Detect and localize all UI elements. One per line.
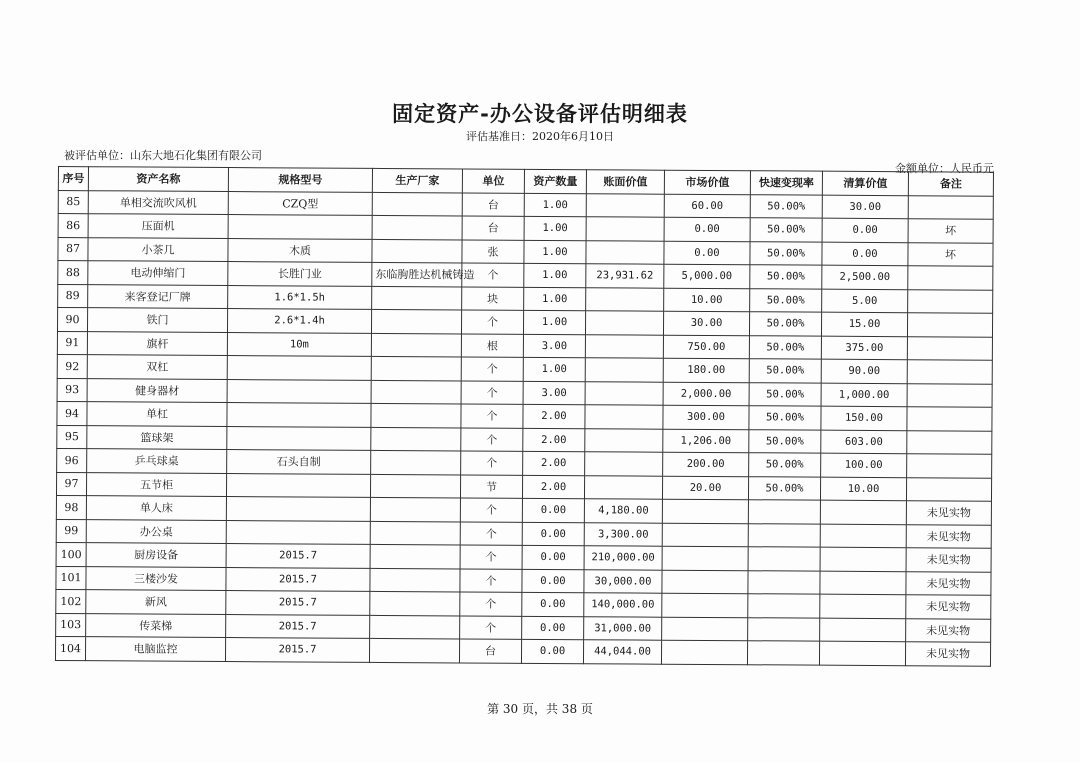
cell-spec: 2015.7	[226, 544, 370, 568]
col-header-name: 资产名称	[88, 167, 228, 191]
cell-no: 91	[57, 331, 87, 355]
cell-book-value	[585, 452, 663, 476]
cell-unit: 个	[460, 498, 522, 522]
cell-liquidation-value	[820, 618, 906, 642]
cell-manufacturer	[369, 638, 459, 662]
cell-unit: 个	[460, 592, 522, 616]
col-header-liquidation-value: 清算价值	[822, 171, 908, 195]
cell-liquidation-value: 150.00	[821, 406, 907, 430]
col-header-market-value: 市场价值	[664, 170, 750, 194]
cell-liquidation-value: 100.00	[821, 453, 907, 477]
cell-note	[906, 477, 991, 501]
cell-book-value	[585, 358, 663, 382]
cell-name: 五节柜	[86, 472, 226, 496]
cell-manufacturer	[370, 591, 460, 615]
cell-name: 小茶几	[88, 237, 228, 261]
cell-market-value: 180.00	[663, 358, 749, 382]
cell-liquidation-value: 603.00	[821, 430, 907, 454]
cell-no: 88	[58, 261, 88, 285]
cell-liquidation-value: 90.00	[821, 359, 907, 383]
cell-no: 98	[56, 495, 86, 519]
cell-quantity: 1.00	[524, 263, 586, 287]
cell-no: 92	[57, 354, 87, 378]
cell-book-value	[585, 334, 663, 358]
cell-no: 97	[56, 472, 86, 496]
cell-rate: 50.00%	[750, 265, 822, 289]
cell-liquidation-value	[820, 547, 906, 571]
cell-rate: 50.00%	[749, 382, 821, 406]
cell-quantity: 3.00	[523, 381, 585, 405]
cell-book-value: 3,300.00	[584, 522, 662, 546]
cell-manufacturer	[372, 215, 462, 239]
cell-rate: 50.00%	[749, 406, 821, 430]
cell-quantity: 0.00	[522, 522, 584, 546]
cell-rate	[748, 617, 820, 641]
cell-note: 未见实物	[906, 501, 991, 525]
cell-name: 双杠	[87, 355, 227, 379]
cell-note	[907, 430, 992, 454]
cell-unit: 个	[461, 357, 523, 381]
cell-name: 铁门	[87, 308, 227, 332]
cell-manufacturer	[371, 380, 461, 404]
cell-no: 100	[56, 542, 86, 566]
base-date: 评估基准日：2020年6月10日	[466, 130, 614, 143]
cell-note	[908, 289, 993, 313]
cell-spec: 石头自制	[227, 450, 371, 474]
cell-book-value: 44,044.00	[583, 640, 661, 664]
cell-rate: 50.00%	[750, 194, 822, 218]
cell-rate: 50.00%	[749, 453, 821, 477]
cell-quantity: 1.00	[523, 357, 585, 381]
cell-note: 未见实物	[906, 618, 991, 642]
cell-no: 101	[56, 566, 86, 590]
cell-no: 104	[55, 636, 85, 660]
cell-note	[907, 360, 992, 384]
cell-quantity: 1.00	[524, 240, 586, 264]
cell-spec	[228, 215, 372, 239]
cell-book-value	[586, 217, 664, 241]
cell-name: 三楼沙发	[86, 566, 226, 590]
cell-market-value	[662, 546, 748, 570]
cell-rate: 50.00%	[749, 429, 821, 453]
page-number: 第 30 页，共 38 页	[487, 702, 593, 716]
cell-manufacturer	[370, 568, 460, 592]
cell-quantity: 1.00	[523, 310, 585, 334]
page-title: 固定资产-办公设备评估明细表	[392, 102, 688, 126]
cell-manufacturer	[370, 544, 460, 568]
cell-spec: 2.6*1.4h	[227, 309, 371, 333]
cell-spec	[227, 403, 371, 427]
cell-spec: 长胜门业	[228, 262, 372, 286]
cell-liquidation-value: 0.00	[822, 218, 908, 242]
cell-liquidation-value	[820, 500, 906, 524]
cell-market-value: 60.00	[664, 194, 750, 218]
col-header-note: 备注	[908, 172, 993, 196]
cell-unit: 张	[462, 239, 524, 263]
cell-book-value	[585, 381, 663, 405]
cell-no: 87	[58, 237, 88, 261]
cell-rate: 50.00%	[750, 241, 822, 265]
cell-rate	[748, 594, 820, 618]
cell-name: 厨房设备	[86, 543, 226, 567]
cell-name: 办公桌	[86, 519, 226, 543]
cell-liquidation-value: 2,500.00	[822, 265, 908, 289]
cell-name: 电脑监控	[85, 637, 225, 661]
cell-name: 篮球架	[87, 425, 227, 449]
cell-unit: 节	[460, 474, 522, 498]
cell-no: 86	[58, 214, 88, 238]
cell-spec	[227, 356, 371, 380]
cell-manufacturer	[370, 615, 460, 639]
col-header-quantity: 资产数量	[524, 169, 586, 193]
assets-table-wrapper	[55, 166, 994, 666]
cell-book-value	[584, 475, 662, 499]
cell-spec: 2015.7	[225, 638, 369, 662]
cell-manufacturer	[372, 192, 462, 216]
cell-rate	[748, 500, 820, 524]
cell-rate: 50.00%	[749, 312, 821, 336]
cell-liquidation-value: 375.00	[821, 336, 907, 360]
cell-note	[908, 195, 993, 219]
cell-spec: CZQ型	[228, 191, 372, 215]
cell-manufacturer	[371, 427, 461, 451]
cell-no: 89	[58, 284, 88, 308]
col-header-rate: 快速变现率	[750, 171, 822, 195]
cell-no: 95	[57, 425, 87, 449]
cell-quantity: 2.00	[522, 475, 584, 499]
cell-spec: 1.6*1.5h	[228, 285, 372, 309]
cell-quantity: 0.00	[522, 569, 584, 593]
col-header-unit: 单位	[462, 169, 524, 193]
cell-unit: 台	[462, 216, 524, 240]
cell-rate	[748, 523, 820, 547]
cell-name: 电动伸缩门	[88, 261, 228, 285]
cell-quantity: 0.00	[522, 592, 584, 616]
cell-unit: 块	[462, 286, 524, 310]
cell-liquidation-value: 5.00	[822, 289, 908, 313]
cell-market-value	[661, 640, 747, 664]
cell-rate: 50.00%	[749, 359, 821, 383]
cell-liquidation-value: 1,000.00	[821, 383, 907, 407]
cell-unit: 个	[460, 568, 522, 592]
cell-unit: 个	[462, 263, 524, 287]
cell-quantity: 2.00	[523, 428, 585, 452]
cell-book-value: 23,931.62	[586, 264, 664, 288]
cell-note	[907, 454, 992, 478]
currency-unit: 金额单位：人民币元	[895, 162, 994, 175]
cell-no: 102	[56, 589, 86, 613]
cell-book-value	[585, 428, 663, 452]
cell-unit: 个	[461, 404, 523, 428]
cell-rate	[748, 570, 820, 594]
cell-unit: 台	[459, 639, 521, 663]
cell-quantity: 3.00	[523, 334, 585, 358]
cell-book-value	[585, 311, 663, 335]
cell-quantity: 0.00	[522, 498, 584, 522]
cell-liquidation-value	[820, 571, 906, 595]
cell-unit: 个	[460, 521, 522, 545]
cell-quantity: 1.00	[524, 216, 586, 240]
cell-note: 未见实物	[906, 595, 991, 619]
cell-note	[907, 383, 992, 407]
cell-market-value: 2,000.00	[663, 382, 749, 406]
cell-name: 旗杆	[87, 331, 227, 355]
cell-quantity: 0.00	[521, 639, 583, 663]
cell-spec: 10m	[227, 332, 371, 356]
cell-market-value: 30.00	[663, 311, 749, 335]
cell-market-value	[662, 570, 748, 594]
cell-spec	[227, 379, 371, 403]
cell-note	[907, 313, 992, 337]
cell-liquidation-value: 30.00	[822, 195, 908, 219]
cell-unit: 个	[461, 380, 523, 404]
cell-no: 94	[57, 401, 87, 425]
cell-manufacturer	[371, 403, 461, 427]
cell-liquidation-value	[820, 594, 906, 618]
cell-name: 新风	[86, 590, 226, 614]
cell-spec	[227, 426, 371, 450]
cell-note: 未见实物	[906, 548, 991, 572]
cell-manufacturer	[371, 356, 461, 380]
cell-quantity: 0.00	[522, 545, 584, 569]
cell-book-value: 30,000.00	[584, 569, 662, 593]
cell-rate: 50.00%	[750, 218, 822, 242]
cell-quantity: 2.00	[523, 451, 585, 475]
cell-book-value	[585, 405, 663, 429]
cell-no: 99	[56, 519, 86, 543]
cell-rate: 50.00%	[748, 476, 820, 500]
cell-name: 来客登记厂牌	[88, 284, 228, 308]
cell-market-value: 5,000.00	[664, 264, 750, 288]
cell-market-value: 1,206.00	[663, 429, 749, 453]
cell-market-value	[662, 593, 748, 617]
cell-market-value: 750.00	[663, 335, 749, 359]
cell-note	[907, 407, 992, 431]
cell-note: 未见实物	[906, 571, 991, 595]
cell-note: 未见实物	[905, 642, 990, 666]
cell-unit: 个	[461, 451, 523, 475]
cell-market-value: 300.00	[663, 405, 749, 429]
cell-unit: 个	[461, 427, 523, 451]
cell-unit: 个	[461, 310, 523, 334]
cell-book-value: 4,180.00	[584, 499, 662, 523]
cell-name: 健身器材	[87, 378, 227, 402]
cell-book-value	[586, 193, 664, 217]
cell-manufacturer	[371, 333, 461, 357]
cell-no: 93	[57, 378, 87, 402]
cell-spec: 木质	[228, 238, 372, 262]
cell-liquidation-value	[820, 524, 906, 548]
cell-book-value: 31,000.00	[584, 616, 662, 640]
cell-manufacturer	[370, 521, 460, 545]
assessed-unit: 被评估单位：山东大地石化集团有限公司	[64, 149, 262, 162]
cell-market-value	[662, 617, 748, 641]
col-header-spec: 规格型号	[228, 168, 372, 192]
cell-no: 103	[56, 613, 86, 637]
cell-spec: 2015.7	[226, 591, 370, 615]
cell-spec	[226, 520, 370, 544]
table-row	[55, 636, 990, 665]
cell-market-value: 200.00	[663, 452, 749, 476]
cell-name: 乒乓球桌	[87, 449, 227, 473]
cell-rate: 50.00%	[749, 335, 821, 359]
cell-no: 96	[57, 448, 87, 472]
cell-liquidation-value: 10.00	[820, 477, 906, 501]
cell-book-value: 140,000.00	[584, 593, 662, 617]
cell-unit: 个	[460, 545, 522, 569]
cell-quantity: 1.00	[524, 193, 586, 217]
cell-name: 传菜梯	[86, 613, 226, 637]
cell-market-value: 0.00	[664, 217, 750, 241]
cell-note	[908, 266, 993, 290]
cell-spec: 2015.7	[226, 614, 370, 638]
cell-no: 90	[57, 308, 87, 332]
cell-name: 单人床	[86, 496, 226, 520]
cell-manufacturer	[371, 450, 461, 474]
cell-liquidation-value: 15.00	[821, 312, 907, 336]
cell-rate: 50.00%	[750, 288, 822, 312]
cell-name: 压面机	[88, 214, 228, 238]
cell-market-value: 20.00	[662, 476, 748, 500]
cell-liquidation-value	[819, 641, 905, 665]
cell-market-value: 10.00	[664, 288, 750, 312]
col-header-no: 序号	[58, 167, 88, 191]
cell-spec	[226, 473, 370, 497]
cell-manufacturer	[370, 474, 460, 498]
cell-note: 坏	[908, 242, 993, 266]
cell-liquidation-value: 0.00	[822, 242, 908, 266]
cell-manufacturer	[371, 309, 461, 333]
cell-no: 85	[58, 190, 88, 214]
cell-manufacturer	[370, 497, 460, 521]
cell-manufacturer: 东临朐胜达机械铸造	[372, 262, 462, 286]
cell-name: 单相交流吹风机	[88, 190, 228, 214]
cell-book-value	[586, 287, 664, 311]
cell-book-value	[586, 240, 664, 264]
cell-quantity: 2.00	[523, 404, 585, 428]
cell-market-value	[662, 499, 748, 523]
cell-manufacturer	[372, 239, 462, 263]
cell-quantity: 0.00	[522, 616, 584, 640]
cell-quantity: 1.00	[524, 287, 586, 311]
cell-rate	[748, 547, 820, 571]
cell-manufacturer	[372, 286, 462, 310]
cell-note: 未见实物	[906, 524, 991, 548]
cell-market-value: 0.00	[664, 241, 750, 265]
cell-note	[907, 336, 992, 360]
cell-name: 单杠	[87, 402, 227, 426]
cell-spec: 2015.7	[226, 567, 370, 591]
cell-spec	[226, 497, 370, 521]
assets-table	[55, 166, 994, 666]
cell-unit: 根	[461, 333, 523, 357]
cell-unit: 台	[462, 192, 524, 216]
cell-note: 坏	[908, 219, 993, 243]
cell-book-value: 210,000.00	[584, 546, 662, 570]
col-header-manufacturer: 生产厂家	[372, 168, 462, 192]
cell-unit: 个	[460, 615, 522, 639]
cell-rate	[747, 641, 819, 665]
col-header-book-value: 账面价值	[586, 170, 664, 194]
cell-market-value	[662, 523, 748, 547]
